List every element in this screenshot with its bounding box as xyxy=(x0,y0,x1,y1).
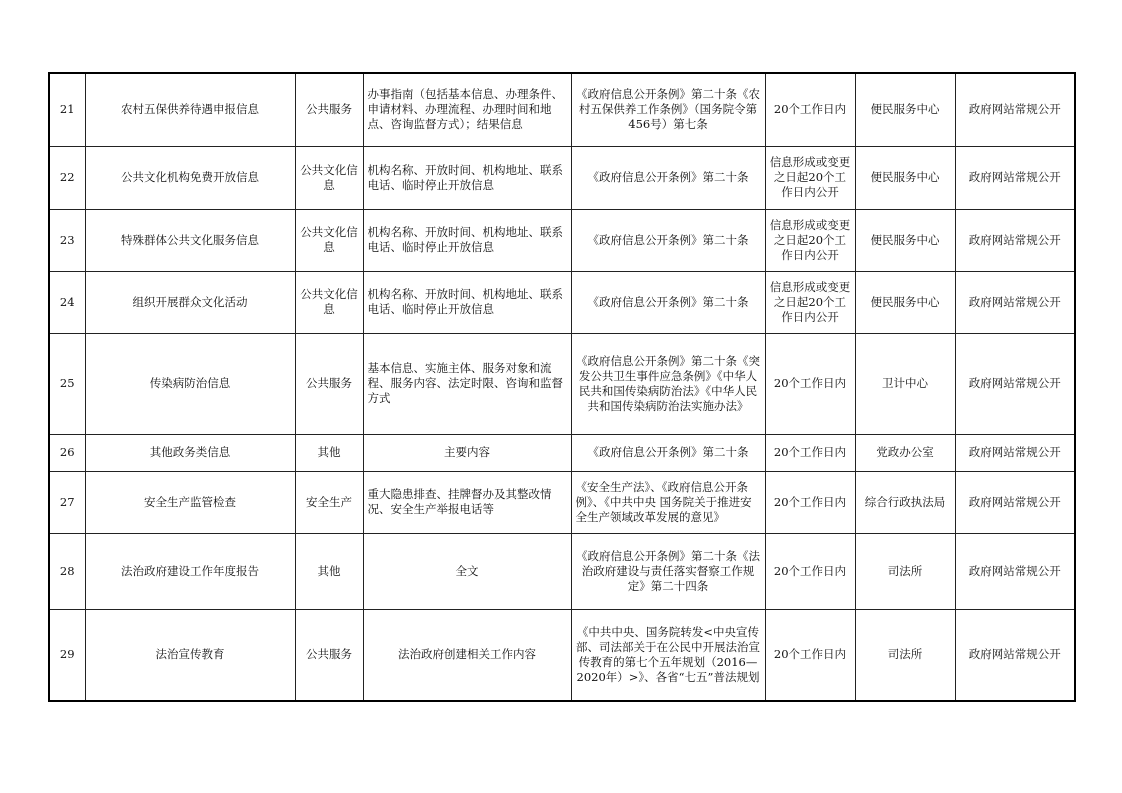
time-limit: 20个工作日内 xyxy=(765,73,855,146)
time-limit: 信息形成或变更之日起20个工作日内公开 xyxy=(765,209,855,271)
disclosure-method: 政府网站常规公开 xyxy=(955,209,1075,271)
category: 其他 xyxy=(295,434,363,471)
disclosure-method: 政府网站常规公开 xyxy=(955,533,1075,609)
disclosure-table xyxy=(48,72,1076,702)
category: 安全生产 xyxy=(295,471,363,533)
category: 公共文化信息 xyxy=(295,271,363,333)
category: 公共服务 xyxy=(295,609,363,701)
category: 公共服务 xyxy=(295,73,363,146)
time-limit: 20个工作日内 xyxy=(765,434,855,471)
row-number: 27 xyxy=(49,471,85,533)
disclosure-method: 政府网站常规公开 xyxy=(955,73,1075,146)
disclosure-method: 政府网站常规公开 xyxy=(955,146,1075,209)
time-limit: 20个工作日内 xyxy=(765,333,855,434)
category: 公共服务 xyxy=(295,333,363,434)
item-name: 传染病防治信息 xyxy=(85,333,295,434)
row-number: 26 xyxy=(49,434,85,471)
category: 公共文化信息 xyxy=(295,146,363,209)
table-row xyxy=(49,609,1075,701)
legal-basis: 《政府信息公开条例》第二十条 xyxy=(571,146,765,209)
table-row xyxy=(49,333,1075,434)
department: 司法所 xyxy=(855,533,955,609)
department: 党政办公室 xyxy=(855,434,955,471)
row-number: 21 xyxy=(49,73,85,146)
department: 司法所 xyxy=(855,609,955,701)
department: 便民服务中心 xyxy=(855,271,955,333)
row-number: 29 xyxy=(49,609,85,701)
item-name: 安全生产监管检查 xyxy=(85,471,295,533)
table-row xyxy=(49,471,1075,533)
time-limit: 20个工作日内 xyxy=(765,533,855,609)
content: 办事指南（包括基本信息、办理条件、申请材料、办理流程、办理时间和地点、咨询监督方式）；结果信息 xyxy=(363,73,571,146)
item-name: 法治宣传教育 xyxy=(85,609,295,701)
category: 其他 xyxy=(295,533,363,609)
department: 便民服务中心 xyxy=(855,146,955,209)
time-limit: 信息形成或变更之日起20个工作日内公开 xyxy=(765,271,855,333)
item-name: 农村五保供养待遇申报信息 xyxy=(85,73,295,146)
row-number: 24 xyxy=(49,271,85,333)
table-row xyxy=(49,146,1075,209)
disclosure-method: 政府网站常规公开 xyxy=(955,434,1075,471)
content: 全文 xyxy=(363,533,571,609)
disclosure-method: 政府网站常规公开 xyxy=(955,333,1075,434)
legal-basis: 《政府信息公开条例》第二十条《农村五保供养工作条例》（国务院令第456号）第七条 xyxy=(571,73,765,146)
table-row xyxy=(49,271,1075,333)
department: 便民服务中心 xyxy=(855,209,955,271)
row-number: 23 xyxy=(49,209,85,271)
disclosure-method: 政府网站常规公开 xyxy=(955,271,1075,333)
legal-basis: 《政府信息公开条例》第二十条 xyxy=(571,209,765,271)
department: 便民服务中心 xyxy=(855,73,955,146)
legal-basis: 《政府信息公开条例》第二十条《突发公共卫生事件应急条例》《中华人民共和国传染病防治法》《中华人民共和国传染病防治法实施办法》 xyxy=(571,333,765,434)
item-name: 特殊群体公共文化服务信息 xyxy=(85,209,295,271)
time-limit: 20个工作日内 xyxy=(765,609,855,701)
row-number: 25 xyxy=(49,333,85,434)
department: 卫计中心 xyxy=(855,333,955,434)
legal-basis: 《政府信息公开条例》第二十条 xyxy=(571,434,765,471)
legal-basis: 《政府信息公开条例》第二十条《法治政府建设与责任落实督察工作规定》第二十四条 xyxy=(571,533,765,609)
item-name: 法治政府建设工作年度报告 xyxy=(85,533,295,609)
row-number: 22 xyxy=(49,146,85,209)
disclosure-method: 政府网站常规公开 xyxy=(955,609,1075,701)
legal-basis: 《政府信息公开条例》第二十条 xyxy=(571,271,765,333)
table-row xyxy=(49,533,1075,609)
content: 机构名称、开放时间、机构地址、联系电话、临时停止开放信息 xyxy=(363,209,571,271)
legal-basis: 《安全生产法》、《政府信息公开条例》、《中共中央 国务院关于推进安全生产领域改革发展的意见》 xyxy=(571,471,765,533)
row-number: 28 xyxy=(49,533,85,609)
content: 主要内容 xyxy=(363,434,571,471)
item-name: 其他政务类信息 xyxy=(85,434,295,471)
table-row xyxy=(49,434,1075,471)
category: 公共文化信息 xyxy=(295,209,363,271)
legal-basis: 《中共中央、国务院转发<中央宣传部、司法部关于在公民中开展法治宣传教育的第七个五年规划（2016—2020年）>》、各省“七五”普法规划 xyxy=(571,609,765,701)
table-row xyxy=(49,73,1075,146)
time-limit: 20个工作日内 xyxy=(765,471,855,533)
time-limit: 信息形成或变更之日起20个工作日内公开 xyxy=(765,146,855,209)
disclosure-method: 政府网站常规公开 xyxy=(955,471,1075,533)
department: 综合行政执法局 xyxy=(855,471,955,533)
item-name: 组织开展群众文化活动 xyxy=(85,271,295,333)
table-row xyxy=(49,209,1075,271)
content: 重大隐患排查、挂牌督办及其整改情况、安全生产举报电话等 xyxy=(363,471,571,533)
content: 法治政府创建相关工作内容 xyxy=(363,609,571,701)
content: 基本信息、实施主体、服务对象和流程、服务内容、法定时限、咨询和监督方式 xyxy=(363,333,571,434)
content: 机构名称、开放时间、机构地址、联系电话、临时停止开放信息 xyxy=(363,271,571,333)
item-name: 公共文化机构免费开放信息 xyxy=(85,146,295,209)
content: 机构名称、开放时间、机构地址、联系电话、临时停止开放信息 xyxy=(363,146,571,209)
